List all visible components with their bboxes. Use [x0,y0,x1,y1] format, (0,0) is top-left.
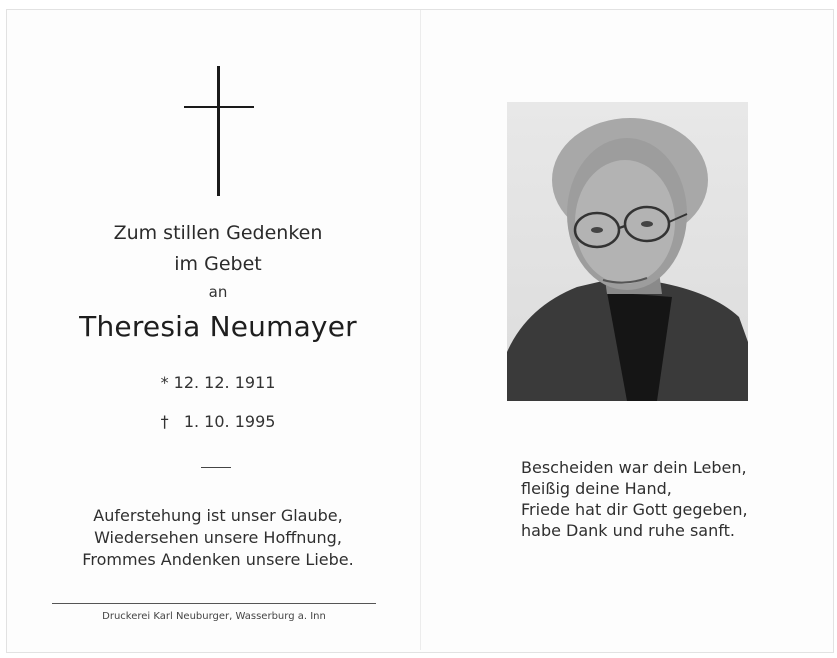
left-verse [60,505,376,571]
death-date: 1. 10. 1995 [183,412,276,431]
right-poem [521,457,748,541]
right-poem-line-4: habe Dank und ruhe sanft. [521,521,735,540]
death-date-line [60,412,376,431]
dedication-line-2: im Gebet [174,253,262,275]
footer-rule [52,603,376,604]
portrait-photo [507,102,748,401]
right-poem-line-1: Bescheiden war dein Leben, [521,458,747,477]
right-poem-line-3: Friede hat dir Gott gegeben, [521,500,748,519]
printer-credit: Druckerei Karl Neuburger, Wasserburg a. Inn [102,611,326,622]
cross-icon-bar [184,106,254,108]
left-verse-line-2: Wiedersehen unsere Hoffnung, [94,528,342,547]
dedication-text [60,218,376,280]
card-fold-line [420,10,421,650]
right-poem-line-2: fleißig deine Hand, [521,479,672,498]
birth-date: * 12. 12. 1911 [160,373,276,392]
left-verse-line-3: Frommes Andenken unsere Liebe. [82,550,354,569]
dedication-line-1: Zum stillen Gedenken [113,222,323,244]
deceased-name: Theresia Neumayer [79,310,357,343]
cross-icon [217,66,220,196]
divider-dash [201,467,231,468]
left-verse-line-1: Auferstehung ist unser Glaube, [93,506,343,525]
dedication-an: an [208,283,228,301]
dagger-icon: † [160,412,169,431]
